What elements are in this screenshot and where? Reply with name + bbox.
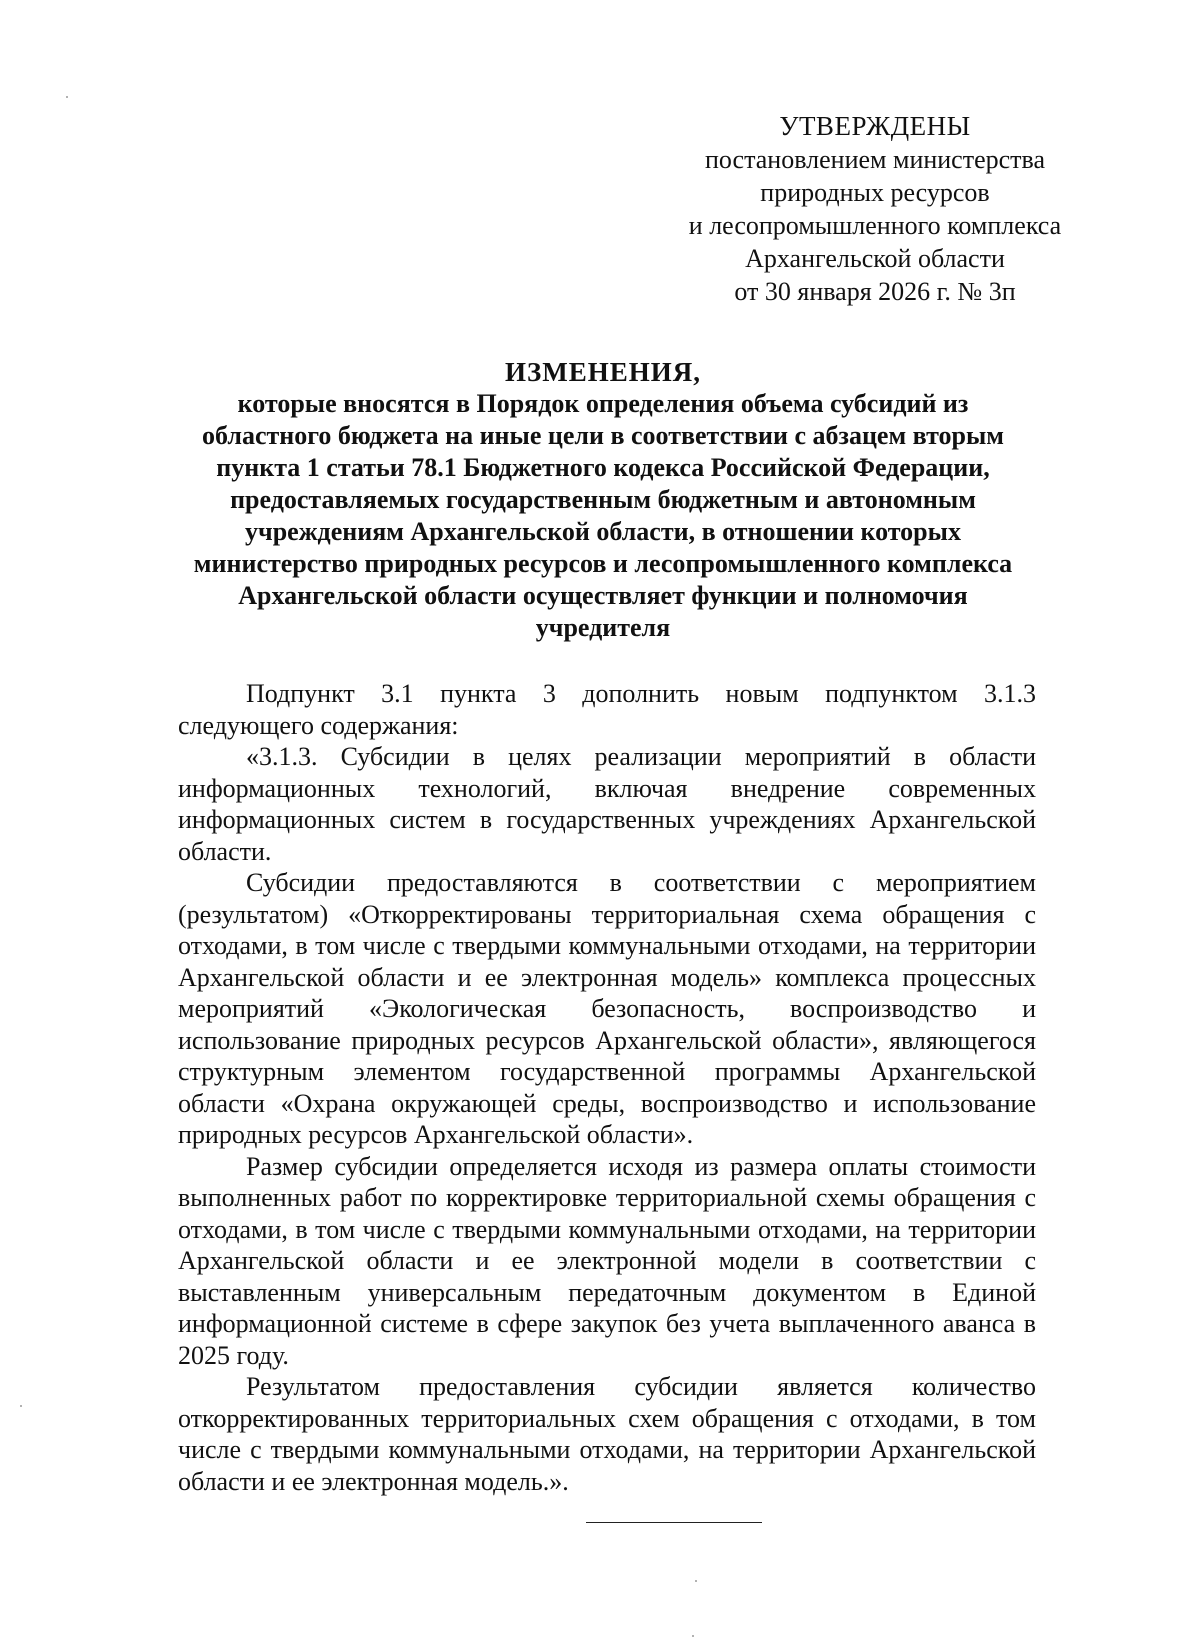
approval-line: и лесопромышленного комплекса xyxy=(688,211,1062,240)
title-line: Архангельской области осуществляет функции и полномочия xyxy=(238,581,968,610)
body-paragraph: Подпункт 3.1 пункта 3 дополнить новым подпунктом 3.1.3 следующего содержания: xyxy=(178,679,1036,740)
approval-stamp xyxy=(640,110,1110,308)
title-line: предоставляемых государственным бюджетным и автономным xyxy=(230,485,976,514)
closing-rule xyxy=(586,1522,762,1523)
title-line: которые вносятся в Порядок определения объема субсидий из xyxy=(237,389,969,418)
approval-line: постановлением министерства xyxy=(704,145,1046,174)
title-line: министерство природных ресурсов и лесопромышленного комплекса xyxy=(193,549,1013,578)
approval-date: от 30 января 2026 г. № 3п xyxy=(734,277,1016,306)
body-paragraph: «3.1.3. Субсидии в целях реализации мероприятий в области информационных технологий, включая внедрение современных информационных систем в государственных учреждениях Архангельской области. xyxy=(178,742,1036,866)
document-body xyxy=(178,678,1036,1497)
title-line: учредителя xyxy=(535,613,671,642)
scan-speck xyxy=(692,1635,694,1637)
title-line: пункта 1 статьи 78.1 Бюджетного кодекса Российской Федерации, xyxy=(216,453,990,482)
body-paragraph: Субсидии предоставляются в соответствии с мероприятием (результатом) «Откорректированы территориальная схема обращения с отходами, в том числе с твердыми коммунальными отходами, на территории Архангельской области и ее электронная модель» комплекса процессных мероприятий «Экологическая безопасность, воспроизводство и использование природных ресурсов Архангельской области», являющегося структурным элементом государственной программы Архангельской области «Охрана окружающей среды, воспроизводство и использование природных ресурсов Архангельской области». xyxy=(178,868,1036,1149)
scan-speck xyxy=(695,1580,697,1582)
approval-line: Архангельской области xyxy=(745,244,1005,273)
scan-speck xyxy=(20,1405,22,1407)
title-line: учреждениям Архангельской области, в отношении которых xyxy=(245,517,961,546)
scan-speck xyxy=(66,96,68,98)
body-paragraph: Размер субсидии определяется исходя из размера оплаты стоимости выполненных работ по корректировке территориальной схемы обращения с отходами, в том числе с твердыми коммунальными отходами, на территории Архангельской области и ее электронной модели в соответствии с выставленным универсальным передаточным документом в Единой информационной системе в сфере закупок без учета выплаченного аванса в 2025 году. xyxy=(178,1151,1036,1370)
body-paragraph: Результатом предоставления субсидии является количество откорректированных территориальных схем обращения с отходами, в том числе с твердыми коммунальными отходами, на территории Архангельской области и ее электронная модель.». xyxy=(178,1372,1036,1496)
document-title xyxy=(170,356,1036,644)
title-line: областного бюджета на иные цели в соответствии с абзацем вторым xyxy=(202,421,1004,450)
approval-line: природных ресурсов xyxy=(760,178,990,207)
approval-heading: УТВЕРЖДЕНЫ xyxy=(779,111,971,141)
title-heading: ИЗМЕНЕНИЯ, xyxy=(504,357,701,387)
